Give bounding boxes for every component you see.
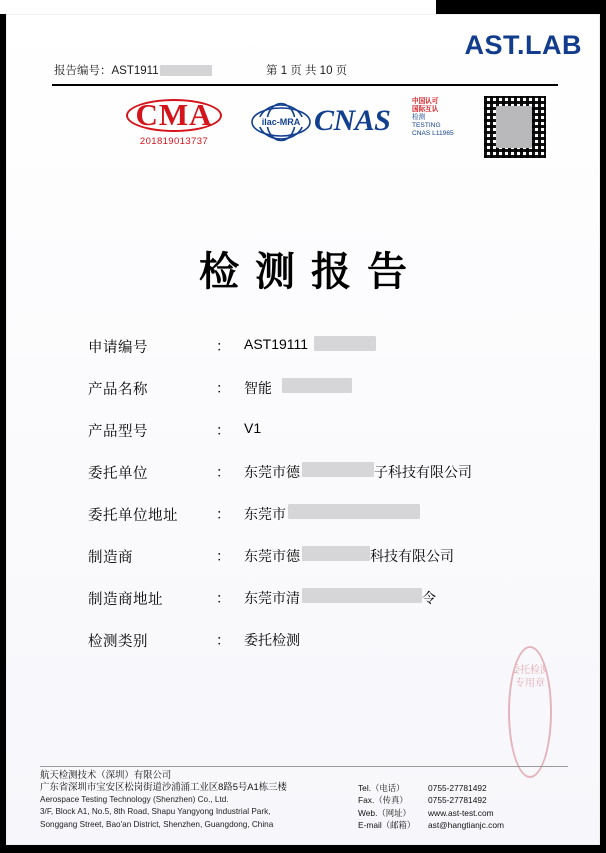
- field-value-tail: 令: [422, 590, 436, 606]
- field-value-tail: 科技有限公司: [370, 548, 454, 564]
- footer-contact-block: [358, 782, 568, 831]
- page-edge-bottom: [0, 845, 606, 853]
- svg-text:ilac-MRA: ilac-MRA: [261, 117, 301, 127]
- footer-divider: [40, 766, 568, 767]
- qr-code-redaction: [496, 106, 532, 148]
- field-value: AST19111: [244, 336, 309, 352]
- field-row-client: [88, 456, 548, 498]
- footer-contact-value[interactable]: www.ast-test.com: [428, 807, 494, 818]
- field-label: 产品型号: [88, 424, 148, 440]
- footer-contact-tel: [358, 782, 568, 794]
- footer-address-cn: 广东省深圳市宝安区松岗街道沙浦涌工业区8路5号A1栋三楼: [40, 781, 287, 793]
- official-seal: 委托检测专用章: [508, 646, 552, 778]
- field-label: 产品名称: [88, 382, 148, 398]
- field-colon: ：: [216, 338, 230, 354]
- cnas-line-2: 国际互认: [412, 106, 439, 114]
- footer-address-en-2: Songgang Street, Bao'an District, Shenzhen, Guangdong, China: [40, 819, 274, 829]
- field-label: 委托单位: [88, 466, 148, 482]
- field-row-product-name: [88, 372, 548, 414]
- window-top-bar-light: [0, 0, 436, 14]
- report-number-value: AST1911: [111, 65, 159, 77]
- page-title: 检测报告: [199, 249, 423, 294]
- accreditation-marks: [52, 96, 562, 158]
- cnas-line-4: TESTING: [412, 122, 441, 130]
- header-divider: [52, 84, 558, 86]
- ilac-mra-icon: [250, 102, 312, 142]
- footer-address-en-1: 3/F, Block A1, No.5, 8th Road, Shapu Yangyong Industrial Park,: [40, 807, 271, 817]
- ast-lab-logo: AST.LAB: [464, 30, 582, 60]
- field-colon: ：: [216, 548, 230, 564]
- field-value: 智能: [244, 380, 272, 396]
- cnas-line-1: 中国认可: [412, 98, 439, 105]
- page-edge-right: [600, 14, 606, 853]
- field-colon: ：: [216, 590, 230, 606]
- cma-letters: CMA: [135, 97, 213, 132]
- footer-contact-value: 0755-27781492: [428, 783, 487, 794]
- field-value: V1: [244, 420, 262, 436]
- field-label: 制造商地址: [88, 592, 163, 608]
- footer-contact-label: Fax.（传真）: [358, 795, 408, 806]
- footer-contact-web[interactable]: [358, 807, 568, 819]
- page-count: 第 1 页 共 10 页: [266, 65, 348, 77]
- field-row-model: [88, 414, 548, 456]
- cma-oval-icon: [126, 99, 222, 132]
- cma-mark: [120, 98, 228, 147]
- field-row-manufacturer-address: [88, 582, 548, 624]
- field-colon: ：: [216, 632, 230, 648]
- cnas-line-5: CNAS L11965: [412, 130, 454, 138]
- field-label: 委托单位地址: [88, 508, 178, 524]
- field-value: 东莞市德: [244, 464, 300, 480]
- field-value-redaction: [302, 546, 370, 561]
- report-number: [54, 62, 212, 78]
- cnas-letters: CNAS: [314, 104, 391, 137]
- footer-contact-value[interactable]: ast@hangtianjc.com: [428, 819, 505, 830]
- cma-number: 201819013737: [139, 136, 209, 147]
- footer-company-cn: 航天检测技术（深圳）有限公司: [40, 768, 172, 780]
- cnas-description: [412, 98, 484, 138]
- footer-contact-label: Tel.（电话）: [358, 783, 405, 794]
- field-value-redaction: [282, 378, 352, 393]
- report-number-redaction: [160, 65, 212, 76]
- field-value-redaction: [314, 336, 376, 351]
- footer-company-block: [40, 769, 370, 831]
- field-value-redaction: [302, 462, 374, 477]
- field-value: 委托检测: [244, 632, 300, 648]
- field-value: 东莞市德: [244, 548, 300, 564]
- field-row-application-no: [88, 330, 548, 372]
- field-value-tail: 子科技有限公司: [374, 464, 472, 480]
- field-colon: ：: [216, 380, 230, 396]
- field-value: 东莞市: [244, 506, 286, 522]
- report-sheet: [6, 14, 600, 845]
- footer-contact-fax: [358, 794, 568, 806]
- footer-contact-label: Web.（网址）: [358, 807, 411, 818]
- field-value-redaction: [302, 588, 422, 603]
- report-header-row: [54, 62, 554, 80]
- field-colon: ：: [216, 422, 230, 438]
- field-value-redaction: [288, 504, 420, 519]
- field-row-client-address: [88, 498, 548, 540]
- field-label: 检测类别: [88, 634, 148, 650]
- footer-company-en: Aerospace Testing Technology (Shenzhen) Co., Ltd.: [40, 794, 229, 804]
- field-label: 申请编号: [88, 340, 148, 356]
- report-field-list: [88, 330, 550, 689]
- field-row-manufacturer: [88, 540, 548, 582]
- report-number-label: 报告编号：: [54, 65, 112, 77]
- cnas-line-3: 检测: [412, 114, 426, 122]
- footer-contact-label: E-mail（邮箱）: [358, 819, 416, 830]
- field-row-test-type: [88, 624, 548, 666]
- field-label: 制造商: [88, 550, 133, 566]
- field-value: 东莞市清: [244, 590, 300, 606]
- field-colon: ：: [216, 464, 230, 480]
- field-colon: ：: [216, 506, 230, 522]
- footer-contact-value: 0755-27781492: [428, 795, 487, 806]
- footer-contact-email[interactable]: [358, 819, 568, 831]
